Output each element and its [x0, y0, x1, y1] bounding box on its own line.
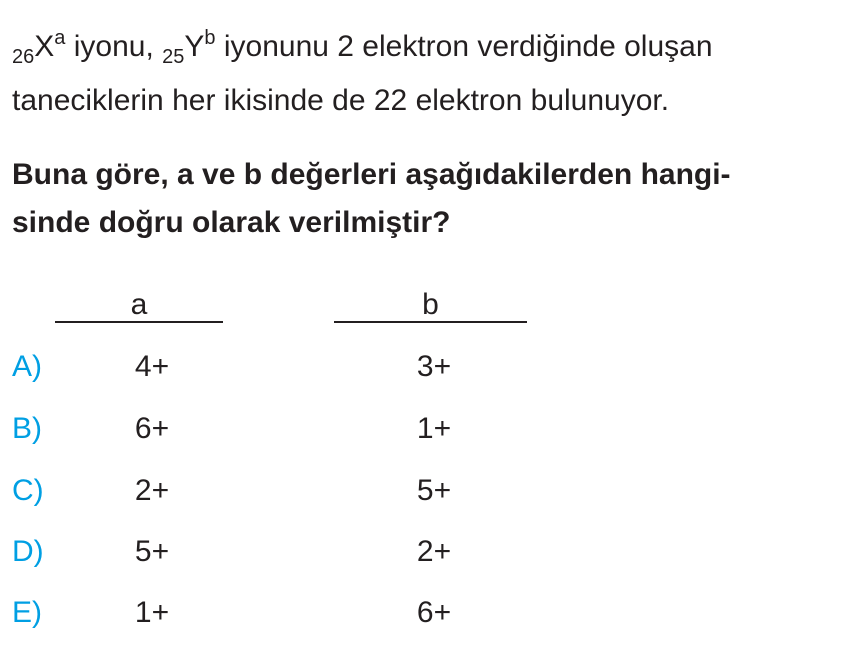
option-value-a: 2+: [134, 474, 170, 507]
option-value-a: 6+: [134, 412, 170, 445]
y-charge: b: [204, 27, 216, 49]
y-symbol: Y: [184, 30, 205, 63]
option-value-b: 6+: [416, 596, 452, 629]
option-b[interactable]: [0, 414, 847, 454]
y-mass-number: 25: [162, 46, 185, 68]
x-mass-number: 26: [12, 46, 35, 68]
option-value-a: 5+: [134, 535, 170, 568]
option-c[interactable]: [0, 476, 847, 516]
option-e[interactable]: [0, 598, 847, 638]
x-symbol: X: [34, 30, 55, 63]
option-value-a: 1+: [134, 596, 170, 629]
option-value-b: 1+: [416, 412, 452, 445]
question-prompt-line-2: sinde doğru olarak verilmiştir?: [12, 206, 451, 239]
question-stem-line-1: [12, 27, 713, 68]
option-letter: A): [12, 350, 42, 383]
stem-line-1-rest: iyonunu 2 elektron verdiğinde oluşan: [215, 30, 713, 63]
option-letter: C): [12, 474, 44, 507]
option-value-b: 2+: [416, 535, 452, 568]
column-rule-b: [334, 321, 527, 323]
column-rule-a: [55, 321, 223, 323]
option-letter: B): [12, 412, 42, 445]
option-letter: D): [12, 535, 44, 568]
x-word: iyonu,: [65, 30, 163, 63]
question-stem-line-2: taneciklerin her ikisinde de 22 elektron bulunuyor.: [12, 84, 670, 117]
column-header-a: a: [130, 288, 148, 321]
option-a[interactable]: [0, 352, 847, 392]
question-prompt-line-1: Buna göre, a ve b değerleri aşağıdakilerden hangi-: [12, 158, 731, 191]
option-value-b: 3+: [416, 350, 452, 383]
option-d[interactable]: [0, 537, 847, 577]
option-value-b: 5+: [416, 474, 452, 507]
x-charge: a: [54, 27, 66, 49]
option-letter: E): [12, 596, 42, 629]
column-header-b: b: [422, 288, 439, 321]
option-value-a: 4+: [134, 350, 170, 383]
